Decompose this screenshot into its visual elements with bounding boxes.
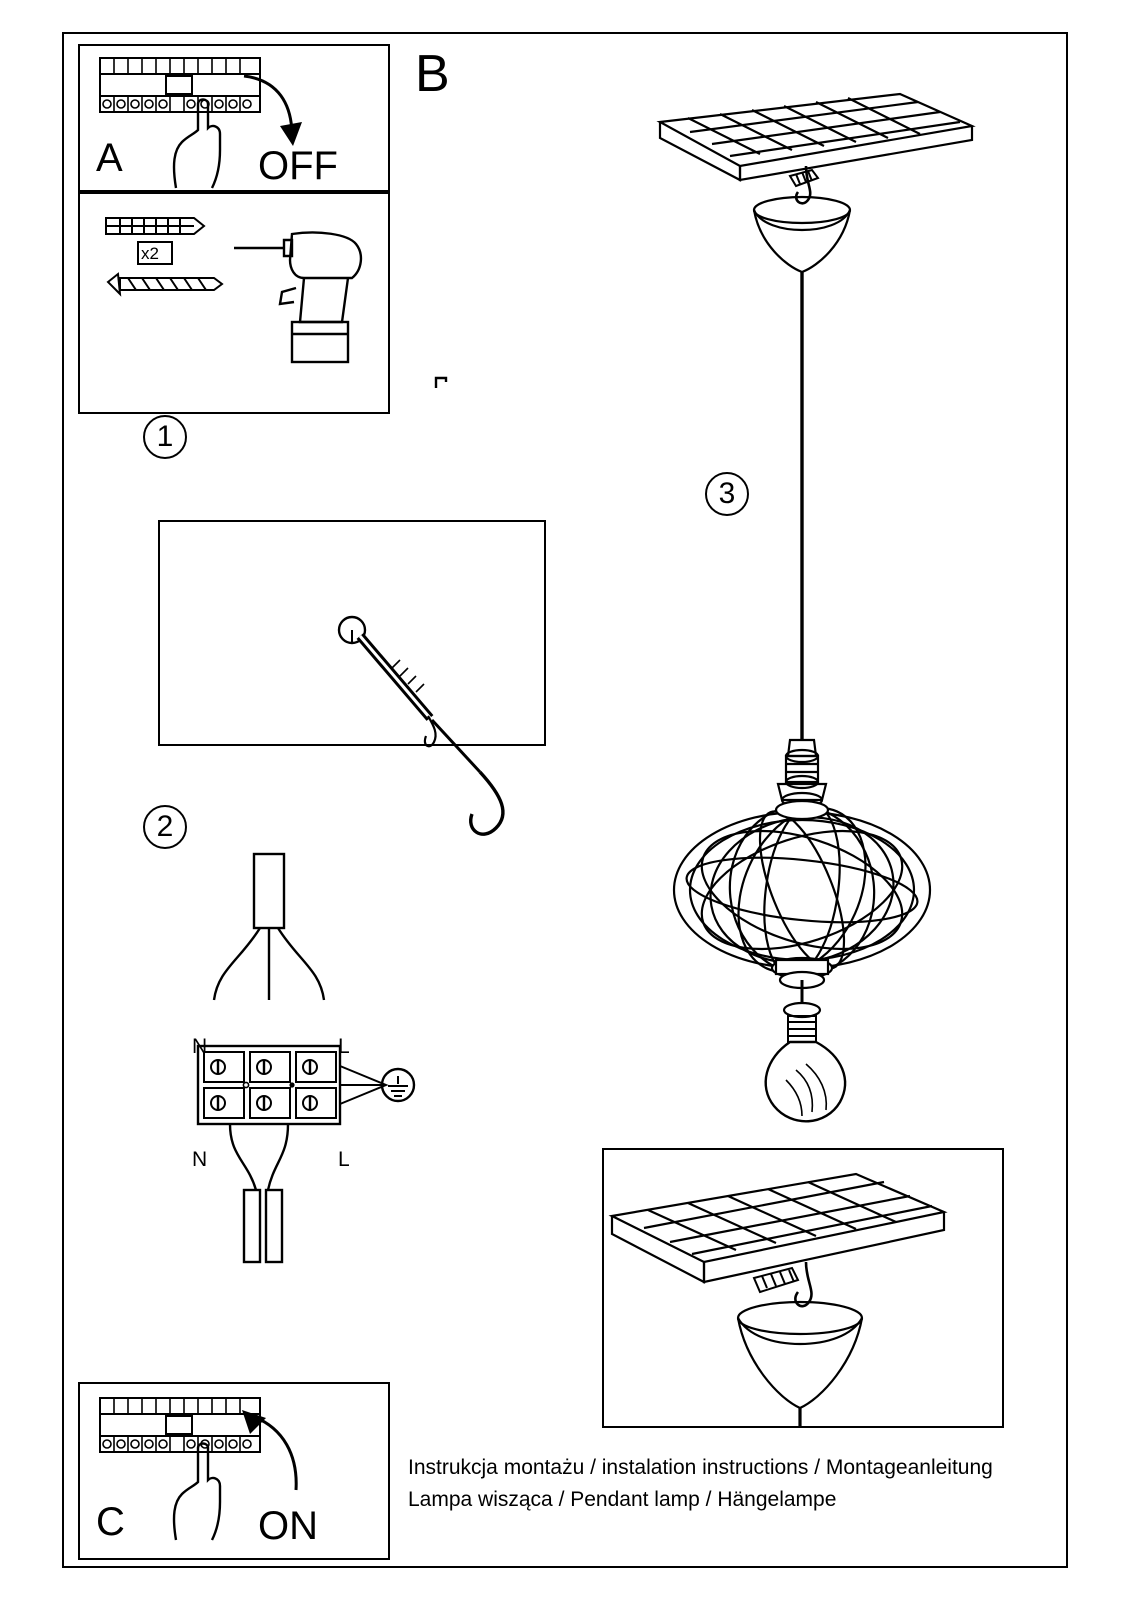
hand-icon (162, 1432, 242, 1542)
panel-c (78, 1382, 390, 1560)
panel-b-letter: B (415, 45, 450, 103)
pendant-lamp-icon (600, 80, 1030, 1140)
terminal-label-n-top: N (192, 1035, 208, 1058)
panel-a-letter: A (96, 136, 123, 180)
step-1-number: 1 (143, 415, 187, 459)
panel-a-action-label: OFF (258, 144, 338, 188)
arrow-up-icon (236, 1404, 314, 1496)
wall-plug-icon (98, 208, 248, 318)
panel-a (78, 44, 390, 192)
terminal-label-n-bottom: N (192, 1148, 208, 1171)
panel-c-letter: C (96, 1500, 125, 1544)
panel-c-action-label: ON (258, 1504, 318, 1548)
terminal-label-l-top: L (338, 1035, 350, 1058)
panel-tools (78, 192, 390, 414)
hand-icon (162, 94, 242, 190)
tools-multiplier-text: x2 (141, 244, 159, 263)
wiring-diagram (170, 850, 430, 1300)
screw-icon (108, 274, 222, 294)
ceiling-canopy-icon (604, 1150, 1002, 1426)
caption-line-2: Lampa wisząca / Pendant lamp / Hängelampe (408, 1488, 837, 1511)
tick-mark-icon (432, 372, 456, 392)
power-drill-icon (230, 226, 380, 386)
caption-line-1: Instrukcja montażu / instalation instructions / Montageanleitung (408, 1456, 993, 1479)
ceiling-hook-icon (330, 600, 540, 860)
step-2-number: 2 (143, 805, 187, 849)
terminal-label-l-bottom: L (338, 1148, 350, 1171)
step-3-number: 3 (705, 472, 749, 516)
